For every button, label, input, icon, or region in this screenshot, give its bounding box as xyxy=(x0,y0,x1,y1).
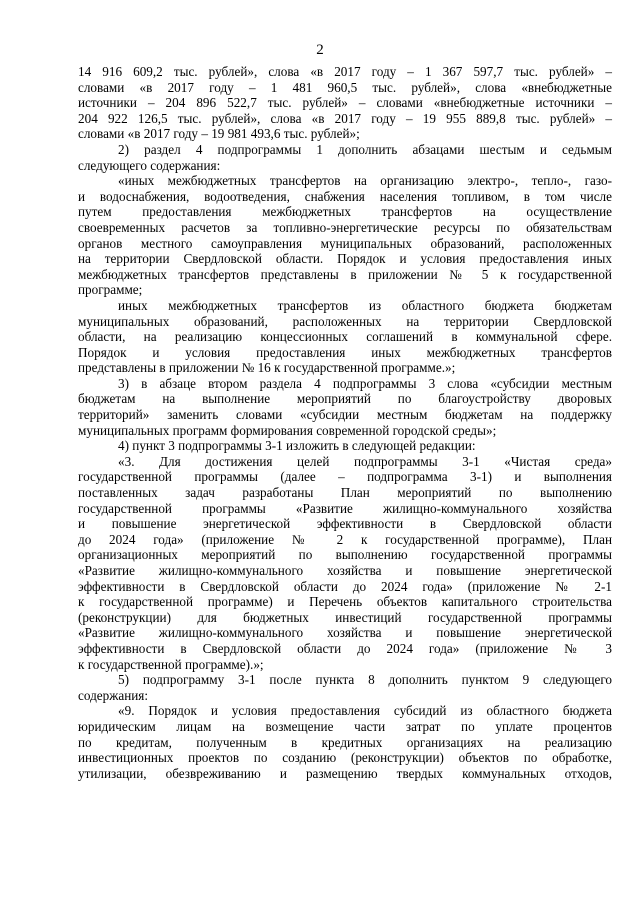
text-line: путем предоставления межбюджетных трансфертов на осуществление xyxy=(78,204,612,220)
text-line: следующего содержания: xyxy=(78,157,221,173)
text-line: словами «в 2017 году – 19 981 493,6 тыс. рублей»; xyxy=(78,126,360,142)
text-line: 4) пункт 3 подпрограммы 3-1 изложить в следующей редакции: xyxy=(118,438,476,454)
text-line: словами «в 2017 году – 1 481 960,5 тыс. рублей», слова «внебюджетные xyxy=(78,79,612,95)
text-line: государственной программы (далее – подпрограмма 3-1) и выполнения xyxy=(78,469,612,485)
text-line: утилизации, обезвреживанию и размещению твердых коммунальных отходов, xyxy=(78,765,612,781)
text-line: юридическим лицам на возмещение части затрат по уплате процентов xyxy=(78,718,612,734)
text-line: (реконструкции) для бюджетных инвестиций государственной программы xyxy=(78,609,612,625)
text-line: до 2024 года» (приложение № 2 к государственной программе), План xyxy=(78,531,612,547)
text-line: организационных мероприятий по выполнению государственной программы xyxy=(78,547,612,563)
text-line: поставленных задач разработаны План мероприятий по выполнению xyxy=(78,485,612,501)
text-line: по кредитам, полученным в кредитных организациях на реализацию xyxy=(78,734,612,750)
text-line: эффективности в Свердловской области до 2024 года» (приложение № 2-1 xyxy=(78,578,612,594)
text-line: иных межбюджетных трансфертов из областного бюджета бюджетам xyxy=(118,297,612,313)
text-line: программе; xyxy=(78,282,143,298)
text-line: муниципальных образований, расположенных на территории Свердловской xyxy=(78,313,612,329)
text-line: территорий» заменить словами «субсидии местным бюджетам на поддержку xyxy=(78,407,612,423)
text-line: эффективности в Свердловской области до 2024 года» (приложение № 3 xyxy=(78,640,612,656)
text-line: органов местного самоуправления муниципальных образований, расположенных xyxy=(78,235,612,251)
text-line: инвестиционных проектов по созданию (реконструкции) объектов по обработке, xyxy=(78,750,612,766)
text-line: бюджетам на выполнение мероприятий по благоустройству дворовых xyxy=(78,391,612,407)
text-line: государственной программы «Развитие жилищно-коммунального хозяйства xyxy=(78,500,612,516)
text-line: и водоснабжения, водоотведения, снабжения населения топливом, в том числе xyxy=(78,188,612,204)
text-line: «3. Для достижения целей подпрограммы 3-1 «Чистая среда» xyxy=(118,453,612,469)
text-line: на территории Свердловской области. Порядок и условия предоставления иных xyxy=(78,251,612,267)
text-line: к государственной программе).»; xyxy=(78,656,264,672)
text-line: «9. Порядок и условия предоставления субсидий из областного бюджета xyxy=(118,703,612,719)
text-line: Порядок и условия предоставления иных межбюджетных трансфертов xyxy=(78,344,612,360)
text-line: 14 916 609,2 тыс. рублей», слова «в 2017 году – 1 367 597,7 тыс. рублей» – xyxy=(78,64,612,79)
text-line: 3) в абзаце втором раздела 4 подпрограммы 3 слова «субсидии местным xyxy=(118,375,612,391)
text-line: области, на реализацию концессионных соглашений в коммунальной сфере. xyxy=(78,329,612,345)
text-line: «иных межбюджетных трансфертов на организацию электро-, тепло-, газо- xyxy=(118,173,612,189)
text-line: муниципальных программ формирования современной городской среды»; xyxy=(78,422,497,438)
text-line: «Развитие жилищно-коммунального хозяйства и повышение энергетической xyxy=(78,563,612,578)
text-line: «Развитие жилищно-коммунального хозяйства и повышение энергетической xyxy=(78,625,612,641)
text-line: к государственной программе) и Перечень объектов капитального строительства xyxy=(78,594,612,610)
text-line: 2) раздел 4 подпрограммы 1 дополнить абзацами шестым и седьмым xyxy=(118,141,612,157)
text-line: содержания: xyxy=(78,687,149,703)
text-line: источники – 204 896 522,7 тыс. рублей» – словами «внебюджетные источники – xyxy=(78,95,612,111)
document-body xyxy=(78,64,612,781)
text-line: 204 922 126,5 тыс. рублей», слова «в 2017 году – 19 955 889,8 тыс. рублей» – xyxy=(78,110,612,126)
page-number: 2 xyxy=(316,42,324,58)
text-line: представлены в приложении № 16 к государственной программе.»; xyxy=(78,360,456,376)
text-line: своевременных расчетов за топливно-энергетические ресурсы по обязательствам xyxy=(78,219,612,235)
text-line: 5) подпрограмму 3-1 после пункта 8 дополнить пунктом 9 следующего xyxy=(118,672,612,688)
text-line: межбюджетных трансфертов представлены в приложении № 5 к государственной xyxy=(78,266,612,282)
text-line: и повышение энергетической эффективности в Свердловской области xyxy=(78,516,612,532)
